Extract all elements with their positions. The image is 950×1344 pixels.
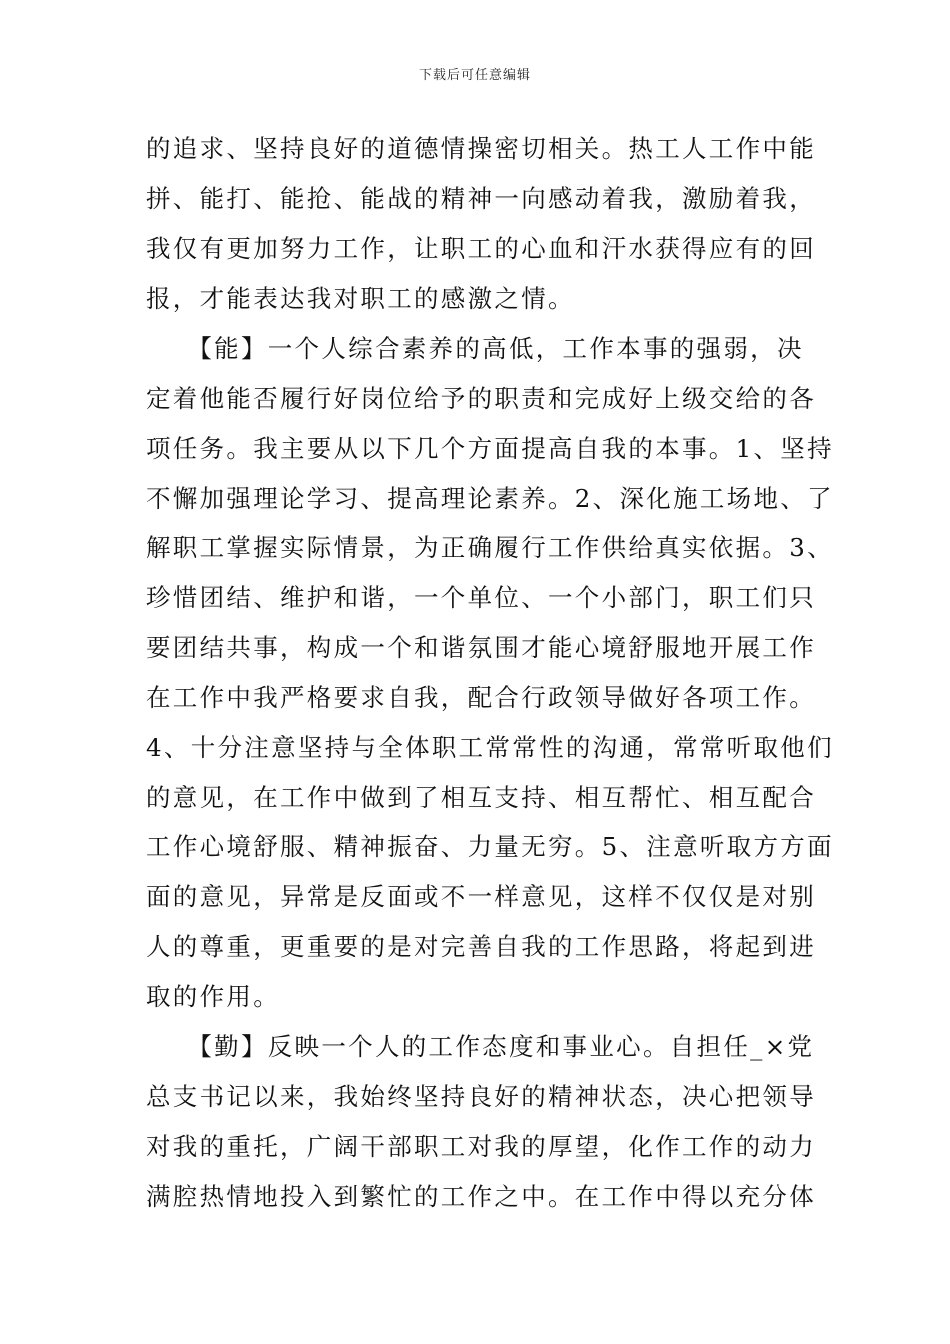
body-line: 人的尊重，更重要的是对完善自我的工作思路，将起到进 — [146, 932, 816, 961]
body-line: 满腔热情地投入到繁忙的工作之中。在工作中得以充分体 — [146, 1182, 816, 1211]
body-line: 拼、能打、能抢、能战的精神一向感动着我，激励着我， — [146, 184, 816, 213]
body-line: 解职工掌握实际情景，为正确履行工作供给真实依据。3、 — [146, 533, 834, 562]
body-line: 【勤】反映一个人的工作态度和事业心。自担任_×党 — [146, 1032, 815, 1061]
body-line: 在工作中我严格要求自我，配合行政领导做好各项工作。 — [146, 683, 816, 712]
body-line: 总支书记以来，我始终坚持良好的精神状态，决心把领导 — [146, 1082, 816, 1111]
body-line: 4、十分注意坚持与全体职工常常性的沟通，常常听取他们 — [146, 733, 834, 762]
body-line: 报，才能表达我对职工的感激之情。 — [146, 284, 575, 313]
body-line: 面的意见，异常是反面或不一样意见，这样不仅仅是对别 — [146, 882, 816, 911]
body-line: 珍惜团结、维护和谐，一个单位、一个小部门，职工们只 — [146, 583, 816, 612]
page-header: 下载后可任意编辑 — [418, 68, 531, 83]
body-line: 取的作用。 — [146, 982, 280, 1011]
body-line: 项任务。我主要从以下几个方面提高自我的本事。1、坚持 — [146, 434, 834, 463]
body-line: 的意见，在工作中做到了相互支持、相互帮忙、相互配合 — [146, 783, 816, 812]
body-line: 要团结共事，构成一个和谐氛围才能心境舒服地开展工作 — [146, 633, 816, 662]
body-line: 的追求、坚持良好的道德情操密切相关。热工人工作中能 — [146, 134, 816, 163]
body-line: 【能】一个人综合素养的高低，工作本事的强弱，决 — [146, 334, 804, 363]
body-line: 不懈加强理论学习、提高理论素养。2、深化施工场地、了 — [146, 484, 834, 513]
body-line: 我仅有更加努力工作，让职工的心血和汗水获得应有的回 — [146, 234, 816, 263]
body-line: 定着他能否履行好岗位给予的职责和完成好上级交给的各 — [146, 384, 816, 413]
body-line: 工作心境舒服、精神振奋、力量无穷。5、注意听取方方面 — [146, 832, 834, 861]
body-line: 对我的重托，广阔干部职工对我的厚望，化作工作的动力 — [146, 1132, 816, 1161]
